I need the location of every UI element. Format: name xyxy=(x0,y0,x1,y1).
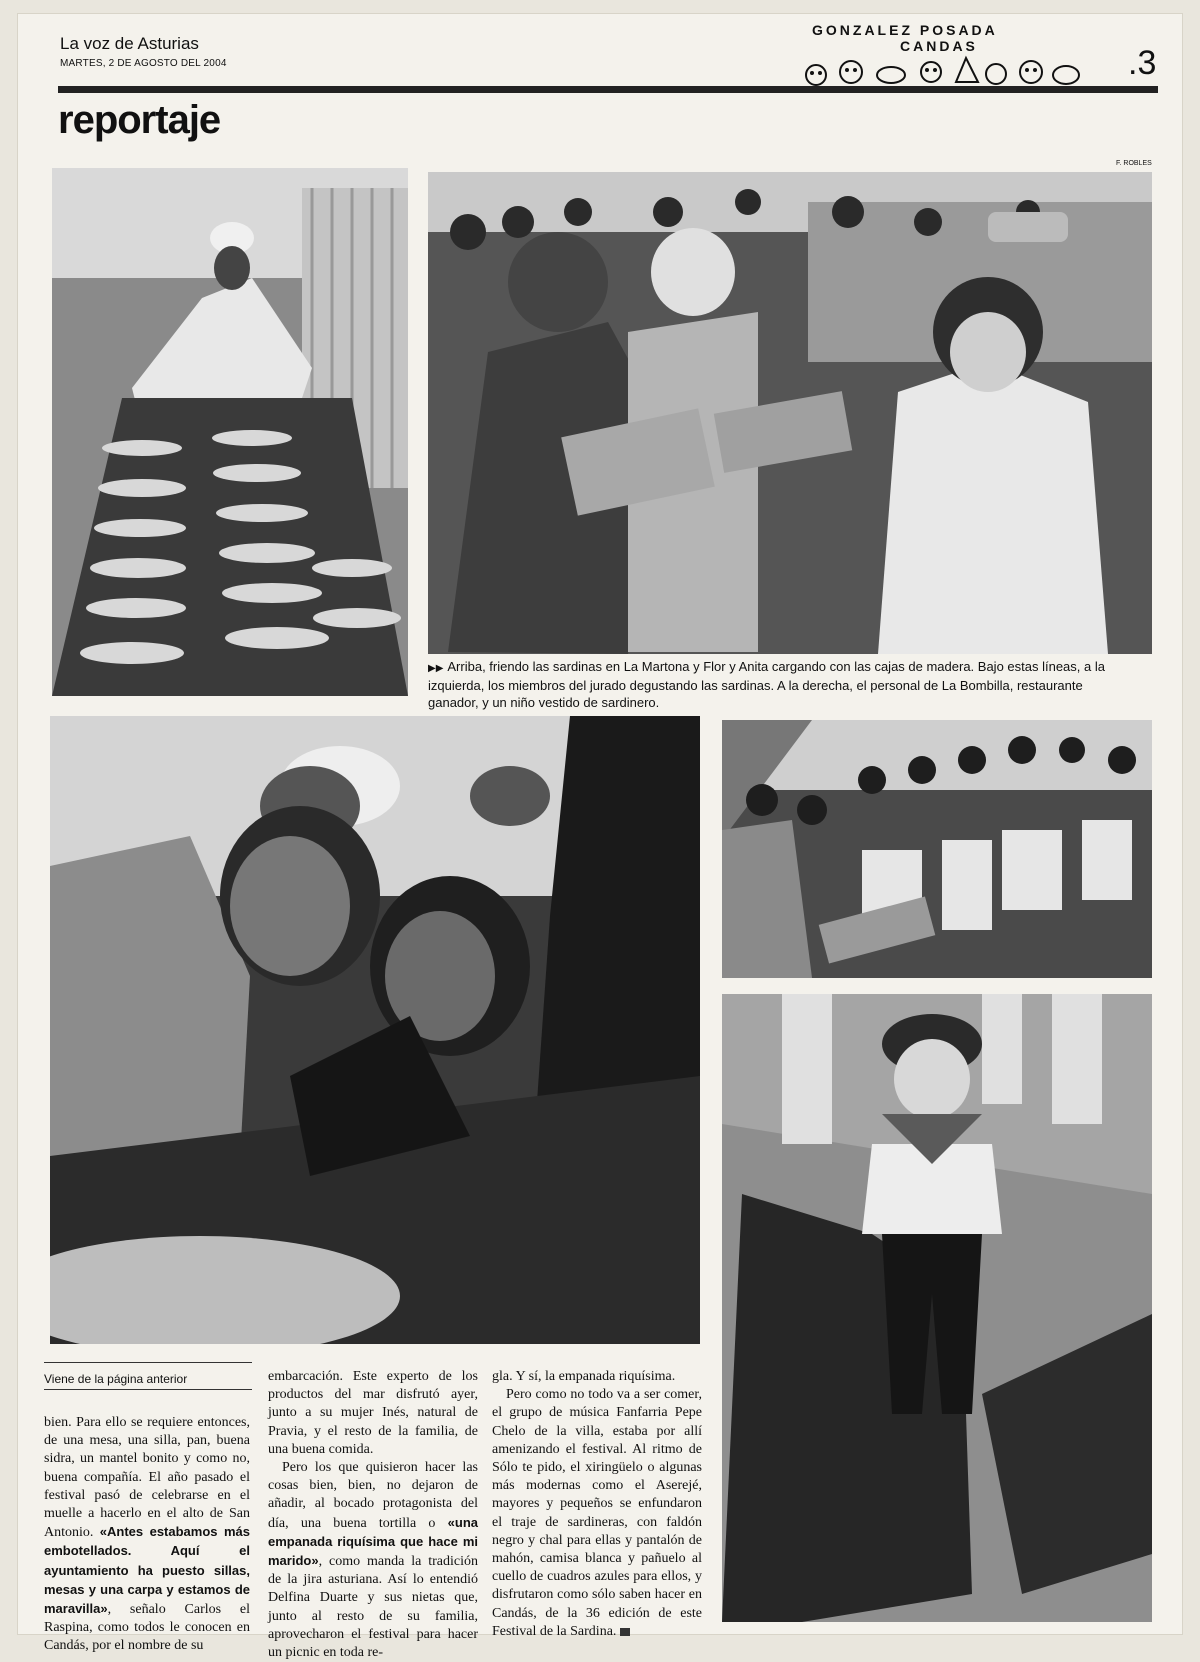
photo-credit: F. ROBLES xyxy=(1116,160,1152,167)
header-rule xyxy=(58,86,1158,93)
logo-text-line2: CANDAS xyxy=(900,38,978,54)
photo-restaurant-staff xyxy=(722,720,1152,978)
photo-child-sardinero xyxy=(722,994,1152,1622)
article-column-3 xyxy=(492,1368,702,1641)
photo-jury-tasting xyxy=(50,716,700,1344)
end-of-article-mark xyxy=(620,1628,630,1636)
photo-cook-frying-sardines xyxy=(52,168,408,696)
col2-quote: «una empanada riquísima que hace mi marido» xyxy=(268,1514,478,1569)
photo-women-carrying-crates xyxy=(428,172,1152,654)
col2-text-b: Pero los que quisieron hacer las cosas bien, bien, no dejaron de añadir, al bocado protagonista del día, una buena tortilla o xyxy=(268,1460,478,1531)
col3-text-b: Pero como no todo va a ser comer, el grupo de música Fanfarria Pepe Chelo de la villa, estaba por allí amenizando el festival. Al ritmo de Sólo te pido, el xiringüelo o algunas más modernas como el Aserejé, mayores y pequeños se enfundaron el traje de sardineras, con faldón negro y chal para ellas y pantalón de mahón, camisa blanca y pañuelo al cuello de cuadros azules para ellos, y disfrutaron como sólo saben hacer en Candás, de la 36 edición de este Festival de la Sardina. xyxy=(492,1387,702,1639)
caption-text: Arriba, friendo las sardinas en La Martona y Flor y Anita cargando con las cajas de madera. Bajo estas líneas, a la izquierda, los miembros del jurado degustando las sardinas. A la derecha, el personal de La Bombilla, restaurante ganador, y un niño vestido de sardinero. xyxy=(428,659,1105,710)
col1-text-b: , señalo Carlos el Raspina, como todos le conocen en Candás, por el nombre de su xyxy=(44,1602,250,1654)
col1-text-a: bien. Para ello se requiere entonces, de una mesa, una silla, pan, buena sidra, un mantel bonito y como no, buena compañía. El año pasado el festival pasó de celebrarse en el muelle a hacerlo en el alto de San Antonio. xyxy=(44,1415,250,1541)
article-column-2 xyxy=(268,1368,478,1662)
issue-date: MARTES, 2 DE AGOSTO DEL 2004 xyxy=(60,58,227,69)
col1-quote: «Antes estabamos más embotellados. Aquí el ayuntamiento ha puesto sillas, mesas y una carpa y estamos de maravilla» xyxy=(44,1524,251,1617)
continued-from: Viene de la página anterior xyxy=(44,1372,252,1390)
article-column-1 xyxy=(44,1414,250,1656)
logo-text-line1: GONZALEZ POSADA xyxy=(812,22,998,38)
col2-text-a: embarcación. Este experto de los productos del mar disfrutó ayer, junto a su mujer Inés, natural de Pravia, y el resto de la familia, de una buena comida. xyxy=(268,1369,478,1457)
photo-caption xyxy=(428,658,1128,711)
col3-text-a: gla. Y sí, la empanada riquísima. xyxy=(492,1369,676,1384)
col2-text-c: , como manda la tradición de la jira asturiana. Así lo entendió Delfina Duarte y sus nietas que, junto al resto de su familia, aprovecharon el festival para hacer un picnic en toda re- xyxy=(268,1554,478,1661)
continued-rule xyxy=(44,1362,252,1363)
page-number: .3 xyxy=(1128,44,1157,82)
publication-name: La voz de Asturias xyxy=(60,34,199,53)
caption-arrow-icon: ▶▶ xyxy=(428,663,444,674)
section-title: reportaje xyxy=(58,98,221,142)
